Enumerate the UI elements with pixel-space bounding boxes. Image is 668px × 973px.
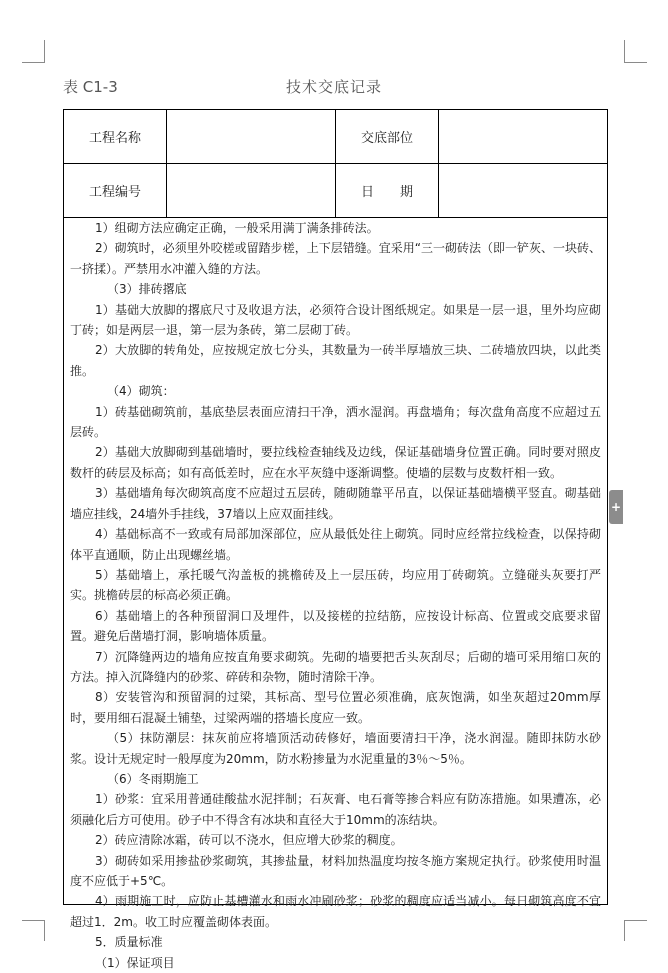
project-name-field[interactable] (167, 110, 336, 163)
project-number-label: 工程编号 (64, 163, 167, 217)
paragraph: 1）砖基础砌筑前，基底垫层表面应清扫干净，洒水湿润。再盘墙角；每次盘角高度不应超过五层砖。 (70, 404, 601, 440)
section-heading: （1）保证项目 (95, 955, 175, 970)
paragraph: 3）基础墙角每次砌筑高度不应超过五层砖，随砌随靠平吊直，以保证基础墙横平竖直。砌基础墙应挂线，24墙外手挂线，37墙以上应双面挂线。 (70, 486, 601, 521)
paragraph: 8）安装管沟和预留洞的过梁，其标高、型号位置必须准确，底灰饱满，如坐灰超过20mm厚时，要用细石混凝土铺垫，过梁两端的搭墙长度应一致。 (70, 690, 601, 725)
location-label: 交底部位 (336, 110, 439, 163)
date-field[interactable] (439, 163, 607, 217)
header-row-1 (64, 110, 607, 164)
disclosure-content (64, 218, 607, 973)
crop-mark-top-left (22, 40, 45, 63)
paragraph: 7）沉降缝两边的墙角应按直角要求砌筑。先砌的墙要把舌头灰刮尽；后砌的墙可采用缩口灰的方法。掉入沉降缝内的砂浆、碎砖和杂物，随时清除干净。 (70, 649, 601, 684)
section-heading: 5．质量标准 (95, 935, 163, 950)
paragraph: 3）砌砖如采用掺盐砂浆砌筑，其掺盐量，材料加热温度均按冬施方案规定执行。砂浆使用时温度不应低于+5℃。 (70, 853, 601, 888)
paragraph: 5）基础墙上，承托暖气沟盖板的挑檐砖及上一层压砖，均应用丁砖砌筑。立缝碰头灰要打严实。挑檐砖层的标高必须正确。 (70, 567, 601, 603)
paragraph: 4）基础标高不一致或有局部加深部位，应从最低处往上砌筑。同时应经常拉线检查，以保持砌体平直通顺，防止出现螺丝墙。 (70, 527, 601, 562)
section-heading: （4）砌筑： (107, 384, 175, 399)
project-name-label: 工程名称 (64, 110, 167, 163)
form-code: 表 C1-3 (63, 78, 118, 96)
paragraph: 1）组砌方法应确定正确，一般采用满丁满条排砖法。 (95, 221, 379, 235)
section-heading: （5）抹防潮层：抹灰前应将墙顶活动砖修好，墙面要清扫干净，浇水润湿。随即抹防水砂浆。设计无规定时一般厚度为20mm，防水粉掺量为水泥重量的3％～5％。 (70, 731, 601, 766)
paragraph: 2）砖应清除冰霜，砖可以不浇水，但应增大砂浆的稠度。 (95, 833, 403, 848)
section-heading: （6）冬雨期施工 (107, 771, 199, 786)
project-number-field[interactable] (167, 163, 336, 217)
crop-mark-bottom-left (22, 920, 45, 941)
date-label: 日 期 (336, 163, 439, 217)
paragraph: 2）大放脚的转角处，应按规定放七分头，其数量为一砖半厚墙放三块、二砖墙放四块，以此类推。 (70, 343, 601, 378)
expand-side-tab[interactable]: + (609, 490, 623, 524)
paragraph: 1）基础大放脚的撂底尺寸及收退方法，必须符合设计图纸规定。如果是一层一退，里外均应砌丁砖；如是两层一退，第一层为条砖，第二层砌丁砖。 (70, 302, 601, 338)
header-row-2 (64, 163, 607, 218)
document-title: 技术交底记录 (285, 78, 382, 96)
paragraph: 2）砌筑时，必须里外咬槎或留踏步槎，上下层错缝。宜采用“三一砌砖法（即一铲灰、一块砖、一挤揉）。严禁用水冲灌入缝的方法。 (70, 241, 601, 276)
location-field[interactable] (439, 110, 607, 163)
section-heading: （3）排砖撂底 (107, 282, 187, 297)
paragraph: 1）砂浆：宜采用普通硅酸盐水泥拌制；石灰膏、电石膏等掺合料应有防冻措施。如果遭冻，必须融化后方可使用。砂子中不得含有冰块和直径大于10mm的冻结块。 (70, 792, 601, 827)
crop-mark-top-right (624, 40, 647, 63)
paragraph: 6）基础墙上的各种预留洞口及埋件，以及接槎的拉结筋，应按设计标高、位置或交底要求留置。避免后凿墙打洞，影响墙体质量。 (70, 608, 601, 644)
paragraph: 2）基础大放脚砌到基础墙时，要拉线检查轴线及边线，保证基础墙身位置正确。同时要对照皮数杆的砖层及标高；如有高低差时，应在水平灰缝中逐渐调整。使墙的层数与皮数杆相一致。 (70, 445, 601, 480)
paragraph: 4）雨期施工时，应防止基槽灌水和雨水冲刷砂浆；砂浆的稠度应适当减小。每日砌筑高度不宜超过1．2m。收工时应覆盖砌体表面。 (70, 894, 601, 929)
disclosure-form (63, 109, 608, 970)
crop-mark-bottom-right (624, 920, 647, 941)
